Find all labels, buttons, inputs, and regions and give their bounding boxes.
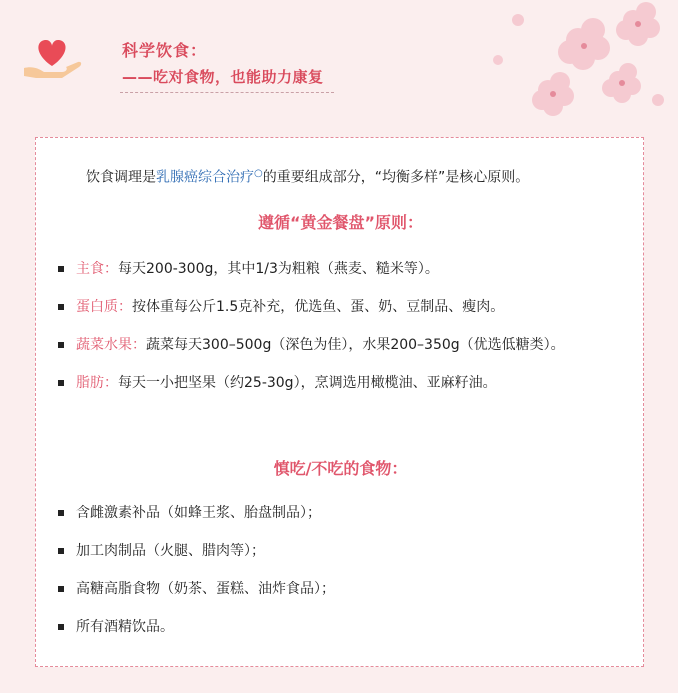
treatment-link[interactable]: 乳腺癌综合治疗	[156, 169, 254, 186]
item-label: 脂肪：	[76, 375, 118, 391]
list-item	[56, 536, 636, 566]
cherry-blossom-decoration	[458, 0, 678, 130]
item-label: 蔬菜水果：	[76, 337, 146, 353]
bullet-icon	[58, 624, 64, 630]
bullet-icon	[58, 380, 64, 386]
item-text: 每天一小把坚果（约25-30g），烹调选用橄榄油、亚麻籽油。	[118, 375, 497, 391]
section-title-golden-plate: 遵循“黄金餐盘”原则：	[257, 213, 424, 232]
item-text: 每天200-300g，其中1/3为粗粮（燕麦、糙米等）。	[118, 261, 439, 277]
list-item	[56, 612, 636, 642]
page-title: 科学饮食：	[122, 41, 208, 60]
item-text: 按体重每公斤1.5克补充，优选鱼、蛋、奶、豆制品、瘦肉。	[132, 299, 505, 315]
item-text: 加工肉制品（火腿、腊肉等）；	[76, 543, 265, 559]
item-label: 主食：	[76, 261, 118, 277]
bullet-icon	[58, 586, 64, 592]
bullet-icon	[58, 510, 64, 516]
intro-suffix: 的重要组成部分，“均衡多样”是核心原则。	[262, 169, 530, 186]
search-icon[interactable]: ○	[254, 168, 263, 179]
content-card	[35, 137, 644, 667]
bullet-icon	[58, 342, 64, 348]
bullet-icon	[58, 304, 64, 310]
avoid-foods-list	[56, 498, 636, 642]
item-label: 蛋白质：	[76, 299, 132, 315]
intro-paragraph	[86, 164, 616, 188]
item-text: 所有酒精饮品。	[76, 619, 174, 635]
page-subtitle: ——吃对食物，也能助力康复	[122, 68, 324, 86]
header	[0, 0, 678, 130]
list-item	[56, 498, 636, 528]
list-item	[56, 330, 636, 360]
bullet-icon	[58, 548, 64, 554]
item-text: 蔬菜每天300–500g（深色为佳），水果200–350g（优选低糖类）。	[146, 337, 565, 353]
list-item	[56, 292, 636, 322]
list-item	[56, 368, 636, 398]
list-item	[56, 574, 636, 604]
heart-in-hand-icon	[22, 36, 82, 82]
item-text: 高糖高脂食物（奶茶、蛋糕、油炸食品）；	[76, 581, 335, 597]
list-item	[56, 254, 636, 284]
item-text: 含雌激素补品（如蜂王浆、胎盘制品）；	[76, 505, 321, 521]
golden-plate-list	[56, 254, 636, 398]
header-divider	[120, 92, 334, 93]
bullet-icon	[58, 266, 64, 272]
intro-prefix: 饮食调理是	[86, 169, 156, 186]
section-title-avoid-foods: 慎吃/不吃的食物：	[273, 459, 408, 478]
